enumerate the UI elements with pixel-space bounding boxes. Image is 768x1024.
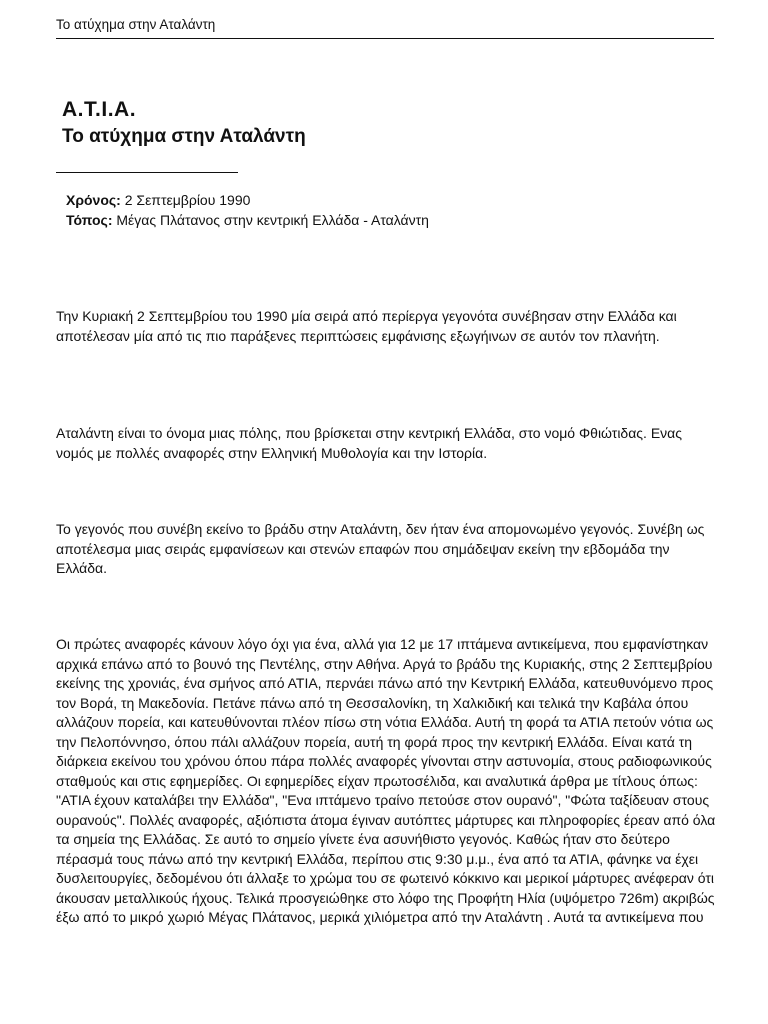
place-row (66, 210, 666, 230)
time-value: 2 Σεπτεμβρίου 1990 (120, 192, 251, 208)
paragraph-intro: Την Κυριακή 2 Σεπτεμβρίου του 1990 μία σειρά από περίεργα γεγονότα συνέβησαν στην Ελλάδα και αποτέλεσαν μία από τις πιο παράξενες περιπτώσεις εμφάνισης εξωγήινων σε αυτόν τον πλανήτη. (56, 308, 677, 344)
paragraph-event: Το γεγονός που συνέβη εκείνο το βράδυ στην Αταλάντη, δεν ήταν ένα απομονωμένο γεγονός. Συνέβη ως αποτέλεσμα μιας σειράς εμφανίσεων και στενών επαφών που σημάδεψαν εκείνη την εβδομάδα την Ελλάδα. (56, 521, 705, 576)
time-label: Χρόνος: (66, 192, 121, 208)
title-block (62, 96, 662, 150)
title-divider (56, 172, 238, 173)
document-title: Α.Τ.Ι.Α. (62, 98, 137, 121)
place-label: Τόπος: (66, 212, 113, 228)
document-subtitle: Το ατύχημα στην Αταλάντη (62, 126, 306, 147)
running-header (56, 16, 714, 39)
paragraph-reports: Οι πρώτες αναφορές κάνουν λόγο όχι για ένα, αλλά για 12 με 17 ιπτάμενα αντικείμενα, που εμφανίστηκαν αρχικά επάνω από το βουνό της Πεντέλης, στην Αθήνα. Αργά το βράδυ της Κυριακής, στης 2 Σεπτεμβρίου εκείνης της χρονιάς, ένα σμήνος από ΑΤΙΑ, περνάει πάνω από την Κεντρική Ελλάδα, κατευθυνόμενο προς τον Βορά, τη Μακεδονία. Πετάνε πάνω από τη Θεσσαλονίκη, τη Χαλκιδική και τελικά την Καβάλα όπου αλλάζουν πορεία, και κατευθύνονται πλέον πίσω στη νότια Ελλάδα. Αυτή τη φορά τα ΑΤΙΑ πετούν νότια ως την Πελοπόννησο, όπου πάλι αλλάζουν πορεία, αυτή τη φορά προς την κεντρική Ελλάδα. Είναι κατά τη διάρκεια εκείνου του χρόνου όπου πάρα πολλές αναφορές γίνονται στην αστυνομία, στους ραδιοφωνικούς σταθμούς και στις εφημερίδες. Οι εφημερίδες είχαν πρωτοσέλιδα, και αναλυτικά άρθρα με τίτλους όπως: "ΑΤΙΑ έχουν καταλάβει την Ελλάδα", "Ενα ιπτάμενο τραίνο πετούσε στον ουρανό", "Φώτα ταξίδευαν στους ουρανούς". Πολλές αναφορές, αξιόπιστα άτομα έγιναν αυτόπτες μάρτυρες και πληροφορίες έρεαν από όλα τα σημεία της Ελλάδας. Σε αυτό το σημείο γίνετε ένα ασυνήθιστο γεγονός. Καθώς ήταν στο δεύτερο πέρασμά τους πάνω από την κεντρική Ελλάδα, περίπου στις 9:30 μ.μ., ένα από τα ΑΤΙΑ, φάνηκε να έχει δυσλειτουργίες, δεδομένου ότι άλλαξε το χρώμα του σε φωτεινό κόκκινο και μερικοί μάρτυρες ανέφεραν ότι άκουσαν μεταλλικούς ήχους. Τελικά προσγειώθηκε στο λόφο της Προφήτη Ηλία (υψόμετρο 726m) ακριβώς έξω από το μικρό χωριό Μέγας Πλάτανος, μερικά χιλιόμετρα από την Αταλάντη . Αυτά τα αντικείμενα που (56, 636, 716, 925)
running-header-title: Το ατύχημα στην Αταλάντη (56, 17, 216, 32)
time-row (66, 190, 666, 210)
paragraph-atalanti: Αταλάντη είναι το όνομα μιας πόλης, που βρίσκεται στην κεντρική Ελλάδα, στο νομό Φθιώτιδας. Ενας νομός με πολλές αναφορές στην Ελληνική Μυθολογία και την Ιστορία. (56, 425, 683, 461)
place-value: Μέγας Πλάτανος στην κεντρική Ελλάδα - Αταλάντη (112, 212, 429, 228)
metadata-block (66, 190, 666, 230)
